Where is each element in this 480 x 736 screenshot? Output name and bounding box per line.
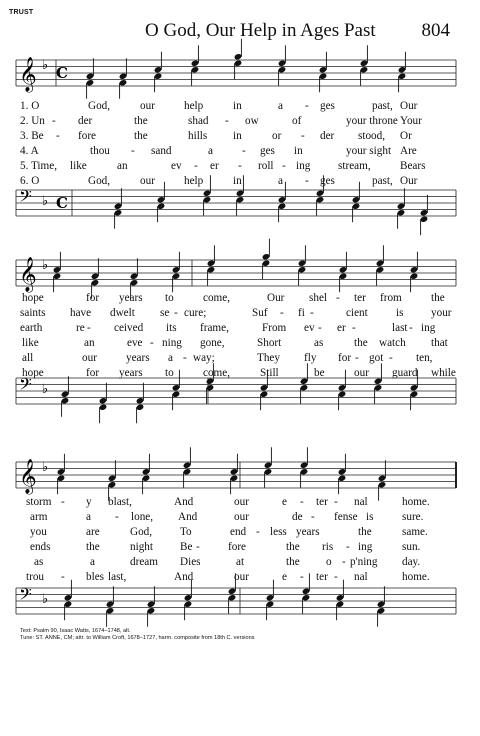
- lyric-syllable: To: [180, 526, 192, 538]
- lyric-syllable: guard: [392, 367, 418, 379]
- lyric-syllable: er: [337, 322, 346, 334]
- lyric-syllable: a: [90, 556, 95, 568]
- lyric-syllable: as: [314, 337, 324, 349]
- lyric-syllable: -: [300, 496, 304, 508]
- lyric-syllable: our: [82, 352, 97, 364]
- lyric-syllable: have: [70, 307, 92, 319]
- lyric-syllable: -: [311, 511, 315, 523]
- lyric-syllable: come,: [203, 292, 231, 304]
- lyric-syllable: -: [300, 571, 304, 583]
- lyric-syllable: -: [150, 337, 154, 349]
- lyric-syllable: ev: [171, 160, 182, 172]
- lyric-syllable: your: [431, 307, 452, 319]
- lyric-syllable: blast,: [108, 496, 132, 508]
- lyric-syllable: its: [166, 322, 177, 334]
- bass-clef-icon: 𝄢: [19, 374, 32, 398]
- lyric-syllable: ow: [245, 115, 259, 127]
- hymn-number: 804: [421, 20, 450, 41]
- lyric-syllable: years: [126, 352, 150, 364]
- lyric-syllable: fi: [298, 307, 305, 319]
- lyric-syllable: while: [431, 367, 456, 379]
- lyric-syllable: or: [272, 130, 282, 142]
- lyric-syllable: -: [238, 160, 242, 172]
- lyric-syllable: Our: [267, 292, 285, 304]
- lyric-syllable: sure.: [402, 511, 424, 523]
- lyric-syllable: saints: [20, 307, 46, 319]
- lyric-syllable: help: [184, 175, 204, 187]
- lyric-syllable: -: [336, 292, 340, 304]
- lyric-line: [20, 99, 460, 114]
- lyric-syllable: for: [338, 352, 352, 364]
- lyric-syllable: Or: [400, 130, 412, 142]
- lyric-syllable: ges: [320, 100, 335, 112]
- key-signature-flat-icon: ♭: [42, 58, 49, 73]
- lyric-syllable: to: [165, 292, 174, 304]
- lyric-syllable: are: [86, 526, 100, 538]
- lyric-syllable: And: [174, 571, 194, 583]
- lyric-line: [20, 510, 460, 525]
- key-signature-flat-icon: ♭: [42, 460, 49, 475]
- bass-clef-icon: 𝄢: [19, 584, 32, 608]
- lyric-syllable: Still: [260, 367, 279, 379]
- lyric-syllable: night: [130, 541, 153, 553]
- lyric-syllable: ter: [316, 496, 328, 508]
- lyric-syllable: cient: [346, 307, 368, 319]
- lyric-syllable: Our: [400, 175, 418, 187]
- lyric-syllable: -: [61, 571, 65, 583]
- lyric-syllable: thou: [90, 145, 110, 157]
- lyric-syllable: ten,: [416, 352, 433, 364]
- lyric-syllable: 5. Time,: [20, 160, 57, 172]
- lyric-syllable: lone,: [131, 511, 154, 523]
- treble-clef-icon: 𝄞: [19, 257, 37, 292]
- lyric-syllable: re: [76, 322, 85, 334]
- lyric-syllable: -: [310, 307, 314, 319]
- lyric-syllable: the: [134, 130, 148, 142]
- lyric-syllable: hills: [188, 130, 208, 142]
- lyric-syllable: the: [286, 556, 300, 568]
- lyric-line: [20, 321, 460, 336]
- lyric-syllable: -: [305, 175, 309, 187]
- lyric-syllable: ing: [358, 541, 373, 553]
- lyric-syllable: earth: [20, 322, 43, 334]
- lyric-syllable: arm: [30, 511, 48, 523]
- lyric-syllable: -: [115, 511, 119, 523]
- lyric-syllable: ev: [304, 322, 315, 334]
- lyric-syllable: 4. A: [20, 145, 39, 157]
- lyric-syllable: the: [431, 292, 445, 304]
- lyric-syllable: dream: [130, 556, 158, 568]
- treble-clef-icon: 𝄞: [19, 57, 37, 92]
- lyric-syllable: to: [165, 367, 174, 379]
- lyric-syllable: ris: [322, 541, 334, 553]
- lyric-line: [20, 129, 460, 144]
- lyric-syllable: frame,: [200, 322, 229, 334]
- lyric-syllable: 1. O: [20, 100, 40, 112]
- lyric-syllable: the: [86, 541, 100, 553]
- lyric-syllable: God,: [88, 175, 111, 187]
- lyric-syllable: -: [334, 571, 338, 583]
- lyric-syllable: help: [184, 100, 204, 112]
- lyric-syllable: ges: [260, 145, 275, 157]
- lyric-syllable: last: [392, 322, 408, 334]
- lyric-syllable: years: [296, 526, 320, 538]
- lyric-syllable: Dies: [180, 556, 201, 568]
- lyric-syllable: a: [168, 352, 173, 364]
- hymn-title: O God, Our Help in Ages Past: [145, 20, 376, 41]
- lyric-syllable: ning: [162, 337, 182, 349]
- lyric-syllable: day.: [402, 556, 421, 568]
- lyric-syllable: p'ning: [350, 556, 378, 568]
- lyric-syllable: a: [278, 100, 283, 112]
- lyric-syllable: same.: [402, 526, 428, 538]
- key-signature-flat-icon: ♭: [42, 258, 49, 273]
- lyric-syllable: fore: [228, 541, 247, 553]
- verse-block-system-1: [20, 99, 460, 189]
- lyric-syllable: -: [87, 322, 91, 334]
- lyric-syllable: y: [86, 496, 92, 508]
- lyric-syllable: From: [262, 322, 287, 334]
- lyric-syllable: -: [280, 307, 284, 319]
- lyric-syllable: you: [30, 526, 47, 538]
- lyric-line: [20, 114, 460, 129]
- bass-staff-system-3: [0, 578, 480, 624]
- lyric-syllable: -: [305, 100, 309, 112]
- lyric-syllable: -: [346, 541, 350, 553]
- lyric-syllable: -: [355, 352, 359, 364]
- lyric-syllable: -: [242, 145, 246, 157]
- lyric-syllable: our: [234, 496, 249, 508]
- lyric-syllable: -: [61, 496, 65, 508]
- lyric-syllable: nal: [354, 496, 368, 508]
- lyric-line: [20, 525, 460, 540]
- lyric-syllable: -: [131, 145, 135, 157]
- lyric-syllable: fore: [78, 130, 97, 142]
- key-signature-flat-icon: ♭: [42, 194, 49, 209]
- lyric-syllable: der: [320, 130, 335, 142]
- verse-block-system-2: [20, 291, 460, 381]
- lyric-syllable: o: [326, 556, 332, 568]
- lyric-syllable: our: [140, 100, 155, 112]
- lyric-line: [20, 555, 460, 570]
- lyric-syllable: like: [70, 160, 87, 172]
- lyric-syllable: past,: [372, 175, 393, 187]
- lyric-syllable: bles: [86, 571, 105, 583]
- lyric-line: [20, 306, 460, 321]
- lyric-syllable: ter: [316, 571, 328, 583]
- bass-staff-system-1: [0, 185, 480, 225]
- lyric-line: [20, 291, 460, 306]
- lyric-syllable: ing: [421, 322, 436, 334]
- lyric-syllable: ing: [296, 160, 311, 172]
- lyric-syllable: that: [431, 337, 448, 349]
- lyric-syllable: der: [78, 115, 93, 127]
- lyric-syllable: -: [174, 307, 178, 319]
- lyric-syllable: Our: [400, 100, 418, 112]
- lyric-syllable: like: [22, 337, 39, 349]
- text-credit: Text: Psalm 90, Isaac Watts, 1674–1748, alt.: [20, 628, 131, 634]
- lyric-syllable: in: [294, 145, 303, 157]
- lyric-syllable: in: [233, 100, 242, 112]
- lyric-syllable: our: [234, 571, 249, 583]
- common-time-icon: C: [56, 64, 68, 82]
- lyric-syllable: gone,: [200, 337, 225, 349]
- lyric-syllable: stood,: [358, 130, 386, 142]
- lyric-syllable: at: [236, 556, 245, 568]
- lyric-syllable: -: [183, 352, 187, 364]
- lyric-syllable: a: [208, 145, 213, 157]
- lyric-syllable: years: [119, 367, 143, 379]
- lyric-syllable: sun.: [402, 541, 421, 553]
- lyric-syllable: -: [409, 322, 413, 334]
- lyric-syllable: Suf: [252, 307, 268, 319]
- lyric-syllable: Bears: [400, 160, 426, 172]
- lyric-syllable: hope: [22, 367, 44, 379]
- lyric-syllable: er: [210, 160, 219, 172]
- lyric-syllable: ter: [354, 292, 366, 304]
- lyric-syllable: ges: [320, 175, 335, 187]
- lyric-line: [20, 351, 460, 366]
- lyric-line: [20, 159, 460, 174]
- lyric-syllable: -: [196, 541, 200, 553]
- lyric-line: [20, 495, 460, 510]
- lyric-syllable: of: [292, 115, 302, 127]
- lyric-line: [20, 144, 460, 159]
- lyric-syllable: as: [34, 556, 44, 568]
- lyric-syllable: the: [354, 337, 368, 349]
- lyric-syllable: your sight: [346, 145, 392, 157]
- lyric-syllable: watch: [379, 337, 406, 349]
- lyric-syllable: end: [230, 526, 247, 538]
- lyric-syllable: a: [86, 511, 91, 523]
- bass-clef-icon: 𝄢: [19, 186, 32, 210]
- lyric-syllable: your throne: [346, 115, 398, 127]
- lyric-line: [20, 336, 460, 351]
- lyric-syllable: Your: [400, 115, 422, 127]
- lyric-syllable: a: [278, 175, 283, 187]
- lyric-syllable: 3. Be: [20, 130, 44, 142]
- lyric-syllable: is: [396, 307, 404, 319]
- lyric-syllable: for: [86, 292, 100, 304]
- treble-staff-system-2: [0, 253, 480, 293]
- lyric-syllable: an: [84, 337, 95, 349]
- lyric-syllable: -: [342, 556, 346, 568]
- credits: [20, 628, 255, 642]
- lyric-syllable: last,: [108, 571, 127, 583]
- lyric-syllable: less: [270, 526, 287, 538]
- lyric-syllable: dwelt: [110, 307, 135, 319]
- bass-staff-system-2: [0, 372, 480, 414]
- lyric-syllable: got: [369, 352, 384, 364]
- lyric-syllable: all: [22, 352, 34, 364]
- lyric-syllable: -: [301, 130, 305, 142]
- lyric-syllable: home.: [402, 496, 430, 508]
- lyric-syllable: e: [282, 496, 287, 508]
- lyric-syllable: our: [234, 511, 249, 523]
- lyric-syllable: And: [174, 496, 194, 508]
- lyric-syllable: years: [119, 292, 143, 304]
- lyric-syllable: God,: [88, 100, 111, 112]
- lyric-syllable: shel: [309, 292, 328, 304]
- key-signature-flat-icon: ♭: [42, 382, 49, 397]
- lyric-syllable: in: [233, 130, 242, 142]
- treble-clef-icon: 𝄞: [19, 459, 37, 494]
- lyric-syllable: be: [314, 367, 325, 379]
- lyric-syllable: fense: [334, 511, 358, 523]
- lyric-syllable: -: [389, 352, 393, 364]
- lyric-syllable: our: [354, 367, 369, 379]
- lyric-syllable: -: [334, 496, 338, 508]
- lyric-syllable: -: [256, 526, 260, 538]
- lyric-syllable: eve: [127, 337, 143, 349]
- lyric-syllable: an: [117, 160, 128, 172]
- lyric-syllable: se: [160, 307, 170, 319]
- lyric-syllable: -: [352, 322, 356, 334]
- lyric-syllable: Be: [180, 541, 193, 553]
- lyric-syllable: 2. Un: [20, 115, 45, 127]
- lyric-syllable: -: [194, 160, 198, 172]
- lyric-syllable: come,: [203, 367, 231, 379]
- lyric-syllable: home.: [402, 571, 430, 583]
- lyric-syllable: the: [134, 115, 148, 127]
- lyric-syllable: -: [225, 115, 229, 127]
- lyric-syllable: from: [380, 292, 402, 304]
- lyric-syllable: roll: [258, 160, 274, 172]
- lyric-line: [20, 540, 460, 555]
- lyric-syllable: ceived: [114, 322, 144, 334]
- verse-block-system-3: [20, 495, 460, 585]
- lyric-syllable: cure;: [184, 307, 207, 319]
- lyric-syllable: trou: [26, 571, 45, 583]
- tune-tag: TRUST: [9, 9, 34, 16]
- common-time-icon: C: [56, 194, 68, 212]
- lyric-syllable: ends: [30, 541, 51, 553]
- lyric-syllable: de: [292, 511, 303, 523]
- lyric-syllable: storm: [26, 496, 52, 508]
- lyric-syllable: the: [358, 526, 372, 538]
- lyric-syllable: -: [282, 160, 286, 172]
- lyric-syllable: God,: [130, 526, 153, 538]
- key-signature-flat-icon: ♭: [42, 592, 49, 607]
- treble-staff-system-3: [0, 453, 480, 495]
- lyric-syllable: Are: [400, 145, 417, 157]
- lyric-syllable: fly: [304, 352, 317, 364]
- lyric-syllable: Short: [257, 337, 282, 349]
- lyric-syllable: the: [286, 541, 300, 553]
- lyric-syllable: nal: [354, 571, 368, 583]
- tune-credit: Tune: ST. ANNE, CM; attr. to William Croft, 1678–1727, harm. composite from 18th C. versions: [20, 635, 255, 641]
- lyric-syllable: stream,: [338, 160, 371, 172]
- lyric-syllable: They: [257, 352, 280, 364]
- lyric-syllable: past,: [372, 100, 393, 112]
- lyric-syllable: our: [140, 175, 155, 187]
- lyric-syllable: hope: [22, 292, 44, 304]
- lyric-syllable: And: [178, 511, 198, 523]
- lyric-syllable: shad: [188, 115, 209, 127]
- treble-staff-system-1: [0, 50, 480, 100]
- lyric-syllable: -: [52, 115, 56, 127]
- lyric-syllable: e: [282, 571, 287, 583]
- lyric-syllable: sand: [151, 145, 172, 157]
- lyric-syllable: is: [366, 511, 374, 523]
- lyric-syllable: -: [318, 322, 322, 334]
- lyric-syllable: 6. O: [20, 175, 40, 187]
- lyric-syllable: in: [233, 175, 242, 187]
- lyric-syllable: way;: [193, 352, 215, 364]
- lyric-syllable: -: [56, 130, 60, 142]
- lyric-syllable: for: [86, 367, 100, 379]
